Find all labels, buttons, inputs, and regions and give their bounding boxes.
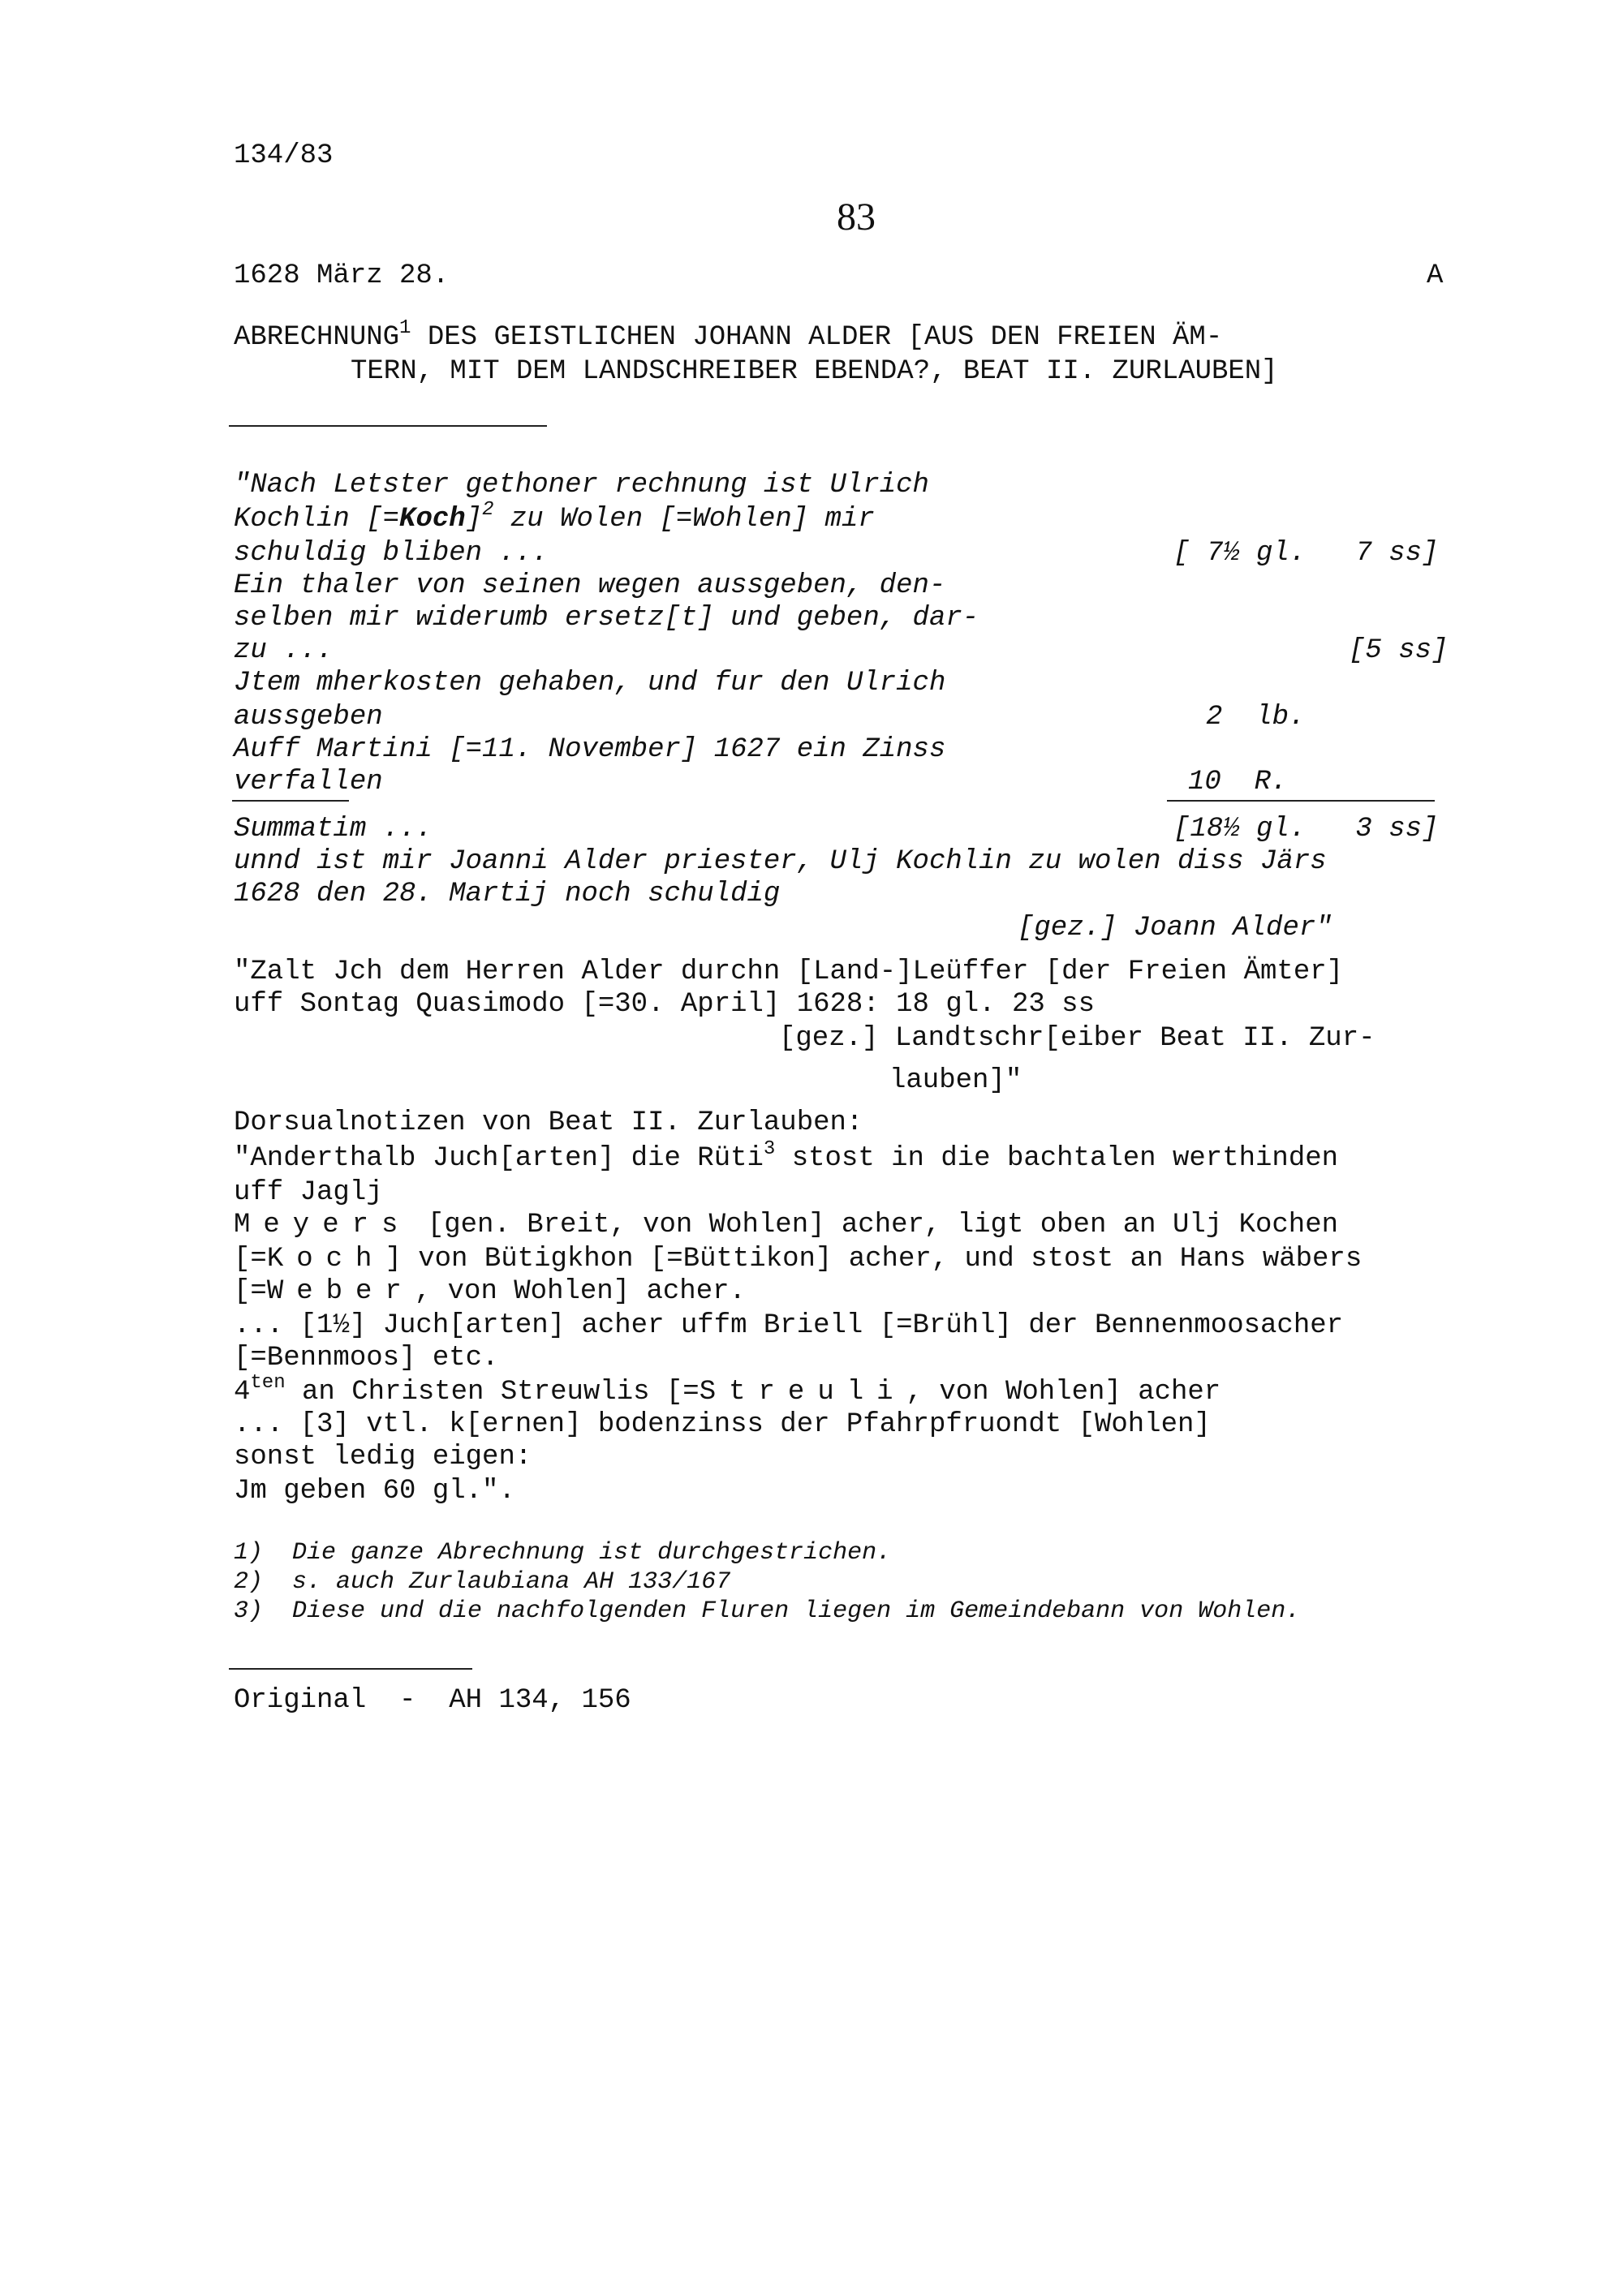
receipt-line-2: uff Sontag Quasimodo [=30. April] 1628: 18 gl. 23 ss — [234, 989, 1095, 1020]
dorsal-line-5: [=Weber, von Wohlen] acher. — [234, 1276, 746, 1307]
amount-4: 10 R. — [1188, 767, 1288, 798]
title-line-1: ABRECHNUNG$^1$ DES GEISTLICHEN JOHANN ALDER [AUS DEN FREIEN ÄM- — [234, 317, 1223, 353]
receipt-line-1: "Zalt Jch dem Herren Alder durchn [Land-]Leüffer [der Freien Ämter] — [234, 957, 1344, 987]
footnote-1: 1) Die ganze Abrechnung ist durchgestrichen. — [234, 1539, 892, 1567]
dorsal-line-11: Jm geben 60 gl.". — [234, 1476, 515, 1507]
sum-label: Summatim ... — [234, 814, 433, 845]
footnote-3: 3) Diese und die nachfolgenden Fluren liegen im Gemeindebann von Wohlen. — [234, 1597, 1301, 1625]
account-line-4: Ein thaler von seinen wegen aussgeben, den- — [234, 570, 946, 601]
dorsal-line-3: Meyers [gen. Breit, von Wohlen] acher, ligt oben an Ulj Kochen — [234, 1210, 1339, 1240]
dorsal-line-9: ... [3] vtl. k[ernen] bodenzinss der Pfahrpfruondt [Wohlen] — [234, 1409, 1211, 1440]
title-line-2: TERN, MIT DEM LANDSCHREIBER EBENDA?, BEAT II. ZURLAUBEN] — [351, 356, 1278, 387]
account-statement-2: 1628 den 28. Martij noch schuldig — [234, 879, 781, 909]
dorsal-line-7: [=Bennmoos] etc. — [234, 1343, 499, 1374]
document-date: 1628 März 28. — [234, 260, 450, 291]
account-line-2: Kochlin [=Koch]$^2$ zu Wolen [=Wohlen] mir — [234, 499, 875, 535]
amount-3: 2 lb. — [1206, 702, 1306, 733]
account-line-1: "Nach Letster gethoner rechnung ist Ulrich — [234, 470, 929, 501]
dorsal-line-8: $4^{ten}$ an Christen Streuwlis [=Streuli, von Wohlen] acher — [234, 1372, 1221, 1408]
source-divider — [229, 1668, 472, 1670]
dorsal-heading: Dorsualnotizen von Beat II. Zurlauben: — [234, 1107, 863, 1138]
dorsal-line-6: ... [1½] Juch[arten] acher uffm Briell [=Brühl] der Bennenmoosacher — [234, 1310, 1344, 1341]
dorsal-line-1: "Anderthalb Juch[arten] die Rüti$^3$ stost in die bachtalen werthinden — [234, 1138, 1339, 1174]
sum-amount: [18½ gl. 3 ss] — [1173, 814, 1439, 845]
receipt-signature-2: lauben]" — [889, 1065, 1022, 1096]
account-line-6: zu ... — [234, 635, 334, 666]
amount-2: [5 ss] — [1349, 635, 1449, 666]
footnote-2: 2) s. auch Zurlaubiana AH 133/167 — [234, 1568, 731, 1596]
sum-rule-right — [1167, 800, 1435, 802]
signature-alder: [gez.] Joann Alder" — [1018, 913, 1332, 944]
amount-1: [ 7½ gl. 7 ss] — [1173, 538, 1439, 569]
source-reference: Original - AH 134, 156 — [234, 1685, 631, 1716]
account-line-5: selben mir widerumb ersetz[t] und geben, dar- — [234, 603, 979, 634]
account-line-3: schuldig bliben ... — [234, 538, 549, 569]
document-number: 83 — [837, 196, 876, 239]
title-divider — [229, 425, 547, 427]
document-letter: A — [1427, 260, 1444, 291]
dorsal-line-2: uff Jaglj — [234, 1177, 383, 1208]
dorsal-line-10: sonst ledig eigen: — [234, 1442, 532, 1473]
reference-number: 134/83 — [234, 140, 334, 171]
account-line-7: Jtem mherkosten gehaben, und fur den Ulrich — [234, 668, 946, 699]
receipt-signature-1: [gez.] Landtschr[eiber Beat II. Zur- — [779, 1023, 1375, 1054]
account-statement-1: unnd ist mir Joanni Alder priester, Ulj Kochlin zu wolen diss Järs — [234, 846, 1327, 877]
account-line-9: Auff Martini [=11. November] 1627 ein Zinss — [234, 734, 946, 765]
account-line-8: aussgeben — [234, 702, 383, 733]
dorsal-line-4: [=Koch] von Bütigkhon [=Büttikon] acher, und stost an Hans wäbers — [234, 1244, 1363, 1275]
sum-rule-left — [232, 800, 349, 802]
account-line-10: verfallen — [234, 767, 383, 798]
